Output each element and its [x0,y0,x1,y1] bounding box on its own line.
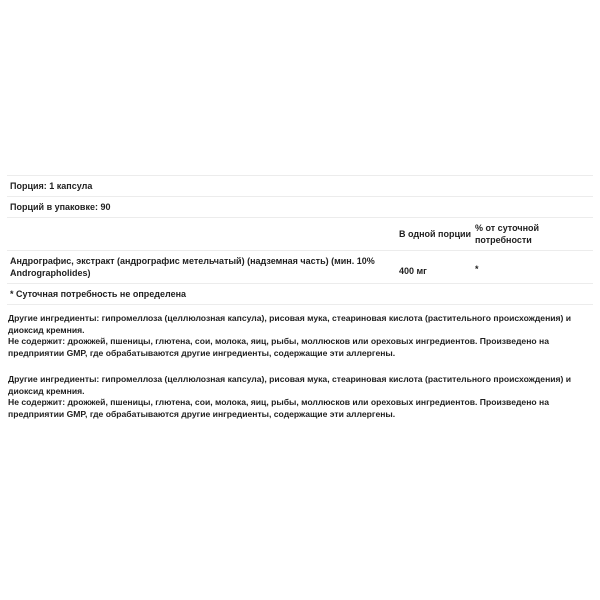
ingredients-note-2 [8,374,598,420]
ingredient-amount: 400 мг [399,266,427,276]
serving-size: Порция: 1 капсула [10,181,93,191]
servings-per-container: Порций в упаковке: 90 [10,202,111,212]
header-amount: В одной порции [399,229,472,239]
supplement-facts-table [7,175,593,305]
header-daily-value: % от суточной потребности [475,223,540,245]
allergen-free-text: Не содержит: дрожжей, пшеницы, глютена, сои, молока, яиц, рыбы, моллюсков или ореховых ингредиентов. Произведено на предприятии GMP, где обрабатываются другие ингредиенты, содержащие эти аллергены. [8,336,550,358]
table-row [7,250,593,283]
table-header-row [7,217,593,250]
other-ingredients-text: Другие ингредиенты: гипромеллоза (целлюлозная капсула), рисовая мука, стеариновая кислота (растительного происхождения) и диоксид кремния. [8,374,572,396]
ingredient-daily-value: * [475,264,479,274]
other-ingredients-text: Другие ингредиенты: гипромеллоза (целлюлозная капсула), рисовая мука, стеариновая кислота (растительного происхождения) и диоксид кремния. [8,313,572,335]
ingredients-note-1 [8,313,598,359]
footnote-row [7,283,593,305]
footnote: * Суточная потребность не определена [10,289,187,299]
servings-per-container-row [7,196,593,217]
serving-size-row [7,175,593,196]
ingredient-name: Андрографис, экстракт (андрографис метельчатый) (надземная часть) (мин. 10% Andrographolides) [10,256,375,278]
allergen-free-text: Не содержит: дрожжей, пшеницы, глютена, сои, молока, яиц, рыбы, моллюсков или ореховых ингредиентов. Произведено на предприятии GMP, где обрабатываются другие ингредиенты, содержащие эти аллергены. [8,397,550,419]
